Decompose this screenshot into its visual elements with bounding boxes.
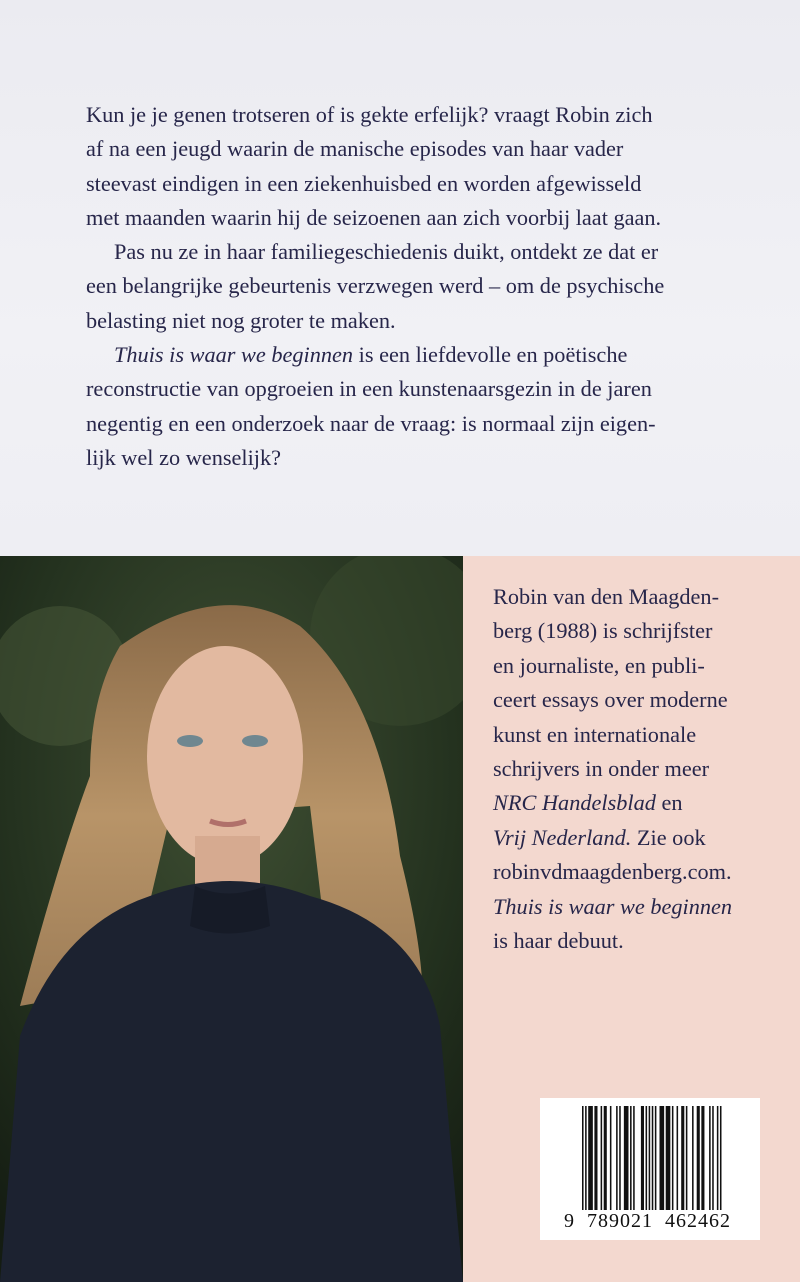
barcode-bar [717,1106,719,1216]
blurb-line: belasting niet nog groter te maken. [86,307,396,333]
barcode-bar [633,1106,635,1216]
barcode-bar [677,1106,679,1216]
barcode-bar [709,1106,711,1216]
barcode-bar [616,1106,618,1216]
bio-line: en journaliste, en publi- [493,652,705,678]
bio-line: schrijvers in onder meer [493,756,710,782]
author-photo [0,556,463,1282]
author-bio [493,580,732,958]
barcode-bar [712,1106,714,1216]
magazine-name: Vrij Nederland. [493,824,632,850]
barcode-bar [604,1106,607,1216]
barcode-bar [601,1106,603,1216]
blurb-line [86,338,664,372]
barcode-bar [610,1106,612,1216]
blurb-line: lijk wel zo wenselijk? [86,444,282,470]
barcode-bar [697,1106,700,1216]
barcode-bar [630,1106,632,1216]
bio-line [493,786,732,820]
blurb-line: Pas nu ze in haar familiegeschiedenis duikt, ontdekt ze dat er [114,239,659,265]
bio-line [493,821,732,855]
barcode-bar [588,1106,593,1216]
barcode-bar [681,1106,684,1216]
blurb-line: met maanden waarin hij de seizoenen aan zich voorbij laat gaan. [86,204,662,230]
barcode-bar [660,1106,665,1216]
bio-text: en [655,790,683,816]
barcode-bar [646,1106,648,1216]
isbn-digits-right: 462462 [665,1210,731,1232]
bio-text: Zie ook [631,824,706,850]
bio-line: Robin van den Maagden- [493,584,720,609]
blurb-line: af na een jeugd waarin de manische episodes van haar vader [86,136,624,162]
blurb-line: steevast eindigen in een ziekenhuisbed en worden afgewisseld [86,170,642,196]
book-title: Thuis is waar we beginnen [114,342,354,368]
book-title: Thuis is waar we beginnen [493,893,733,919]
barcode-bar [701,1106,704,1216]
author-website: robinvdmaagdenberg.com. [493,859,732,885]
barcode-bar [619,1106,621,1216]
isbn-barcode [540,1098,760,1240]
bio-line [493,890,732,924]
barcode-bar [594,1106,597,1216]
barcode-bar [692,1106,694,1216]
barcode-bar [641,1106,644,1216]
barcode-bar [624,1106,629,1216]
blurb-text [86,98,664,475]
bio-line: berg (1988) is schrijfster [493,618,713,644]
blurb-section [0,0,800,556]
blurb-line: reconstructie van opgroeien in een kunstenaarsgezin in de jaren [86,376,652,402]
newspaper-name: NRC Handelsblad [493,790,656,816]
bio-line: ceert essays over moderne [493,687,728,713]
barcode-bar [672,1106,674,1216]
bio-line: is haar debuut. [493,928,624,954]
blurb-line: negentig en een onderzoek naar de vraag: is normaal zijn eigen- [86,410,656,436]
isbn-digits-left: 789021 [587,1210,653,1232]
blurb-line: een belangrijke gebeurtenis verzwegen werd – om de psychische [86,273,665,299]
isbn-digit: 9 [564,1210,575,1232]
blurb-line: Kun je je genen trotseren of is gekte erfelijk? vraagt Robin zich [86,102,653,127]
barcode-bar [686,1106,688,1216]
author-bio-panel [463,556,800,1282]
bio-line: kunst en internationale [493,721,697,747]
barcode-bar [666,1106,671,1216]
isbn-number [564,1210,731,1233]
blurb-line-text: is een liefdevolle en poëtische [353,342,628,368]
